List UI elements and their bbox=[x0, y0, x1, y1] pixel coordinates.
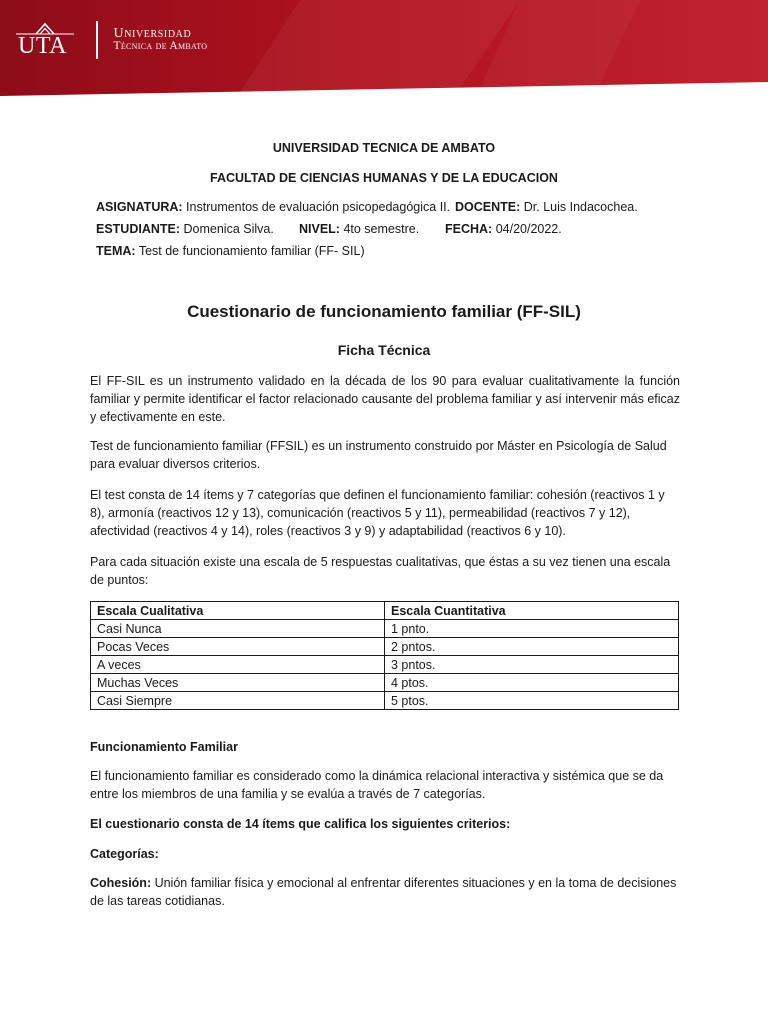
scale-table bbox=[90, 601, 679, 710]
document-subtitle: Ficha Técnica bbox=[337, 342, 431, 358]
asignatura-field bbox=[96, 199, 450, 215]
docente-value: Dr. Luis Indacochea. bbox=[520, 200, 638, 214]
estudiante-field bbox=[96, 221, 274, 237]
header-banner bbox=[0, 0, 768, 100]
table-cell: 2 pntos. bbox=[385, 638, 679, 656]
fecha-value: 04/20/2022. bbox=[492, 222, 562, 236]
fecha-label: FECHA: bbox=[445, 222, 493, 236]
logo-line-1: Universidad bbox=[113, 26, 192, 41]
table-row bbox=[91, 638, 679, 656]
table-cell: Casi Nunca bbox=[91, 620, 385, 638]
criteria-statement: El cuestionario consta de 14 ítems que califica los siguientes criterios: bbox=[90, 817, 511, 831]
tema-label: TEMA: bbox=[96, 244, 136, 258]
table-cell: Casi Siempre bbox=[91, 692, 385, 710]
table-cell: 3 pntos. bbox=[385, 656, 679, 674]
estudiante-label: ESTUDIANTE: bbox=[96, 222, 181, 236]
faculty-heading: FACULTAD DE CIENCIAS HUMANAS Y DE LA EDUCACION bbox=[210, 171, 558, 185]
estudiante-value: Domenica Silva. bbox=[180, 222, 274, 236]
logo-divider bbox=[96, 21, 98, 59]
section-heading: Funcionamiento Familiar bbox=[90, 740, 238, 754]
logo-line-2: Técnica de Ambato bbox=[113, 40, 208, 52]
nivel-value: 4to semestre. bbox=[339, 222, 420, 236]
fecha-field bbox=[445, 221, 562, 237]
document-title: Cuestionario de funcionamiento familiar (FF-SIL) bbox=[187, 302, 581, 321]
asignatura-value: Instrumentos de evaluación psicopedagógica II. bbox=[182, 200, 451, 214]
table-row bbox=[91, 692, 679, 710]
table-row bbox=[91, 674, 679, 692]
tema-field bbox=[96, 243, 365, 259]
logo-wordmark bbox=[114, 27, 208, 53]
table-header-qualitative: Escala Cualitativa bbox=[91, 602, 385, 620]
paragraph-1: El FF-SIL es un instrumento validado en la década de los 90 para evaluar cualitativamente la función familiar y permite identificar el factor relacionado causante del problema familiar y así intervenir más eficaz y efectivamente en este. bbox=[90, 374, 680, 424]
cohesion-label: Cohesión: bbox=[90, 876, 152, 890]
table-cell: 1 pnto. bbox=[385, 620, 679, 638]
nivel-label: NIVEL: bbox=[299, 222, 340, 236]
cohesion-paragraph bbox=[90, 874, 680, 910]
table-header-quantitative: Escala Cuantitativa bbox=[385, 602, 679, 620]
table-cell: 4 ptos. bbox=[385, 674, 679, 692]
docente-label: DOCENTE: bbox=[455, 200, 521, 214]
nivel-field bbox=[299, 221, 419, 237]
university-heading: UNIVERSIDAD TECNICA DE AMBATO bbox=[272, 141, 496, 155]
table-cell: Muchas Veces bbox=[91, 674, 385, 692]
table-row bbox=[91, 656, 679, 674]
paragraph-5: El funcionamiento familiar es considerado como la dinámica relacional interactiva y sistémica que se da entre los miembros de una familia y se evalúa a través de 7 categorías. bbox=[90, 769, 664, 801]
table-row bbox=[91, 620, 679, 638]
asignatura-label: ASIGNATURA: bbox=[96, 200, 183, 214]
paragraph-4: Para cada situación existe una escala de 5 respuestas cualitativas, que éstas a su vez tienen una escala de puntos: bbox=[90, 555, 671, 587]
categories-heading: Categorías: bbox=[90, 847, 159, 861]
tema-value: Test de funcionamiento familiar (FF- SIL) bbox=[135, 244, 365, 258]
table-cell: Pocas Veces bbox=[91, 638, 385, 656]
paragraph-2: Test de funcionamiento familiar (FFSIL) es un instrumento construido por Máster en Psicología de Salud para evaluar diversos criterios. bbox=[90, 439, 667, 471]
table-header-row bbox=[91, 602, 679, 620]
docente-field bbox=[455, 199, 638, 215]
table-cell: 5 ptos. bbox=[385, 692, 679, 710]
uta-emblem bbox=[14, 20, 76, 60]
logo-abbreviation: UTA bbox=[18, 33, 67, 59]
paragraph-3: El test consta de 14 ítems y 7 categorías que definen el funcionamiento familiar: cohesión (reactivos 1 y 8), armonía (reactivos 12 y 13), comunicación (reactivos 5 y 11), permeabilidad (reactivos 7 y 12), afectividad (reactivos 4 y 14), roles (reactivos 3 y 9) y adaptabilidad (reactivos 6 y 10). bbox=[90, 488, 665, 538]
table-cell: A veces bbox=[91, 656, 385, 674]
university-logo bbox=[14, 20, 207, 60]
cohesion-text: Unión familiar física y emocional al enfrentar diferentes situaciones y en la toma de decisiones de las tareas cotidianas. bbox=[90, 876, 677, 908]
